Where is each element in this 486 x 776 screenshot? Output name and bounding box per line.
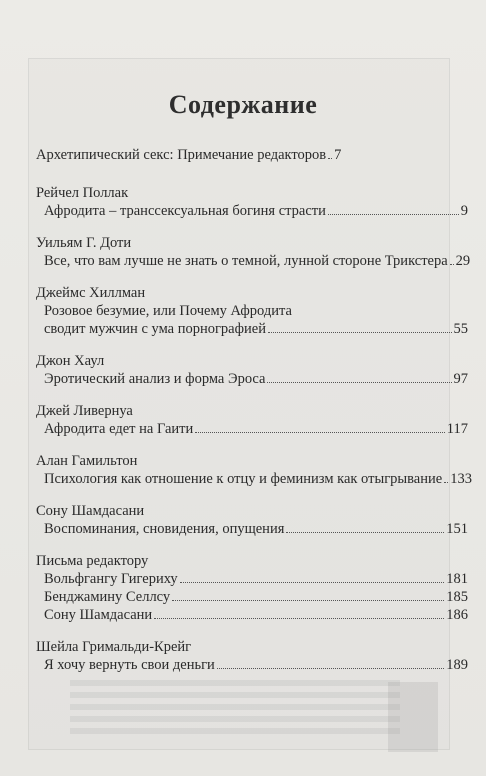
leader-dots	[154, 618, 444, 619]
toc-entry[interactable]	[36, 420, 468, 438]
bleed-through-text-block	[70, 680, 400, 740]
toc-author: Письма редактору	[36, 553, 149, 569]
toc-entry[interactable]	[36, 588, 468, 606]
toc-author: Сону Шамдасани	[36, 503, 145, 519]
toc-entry-title: сводит мужчин с ума порнографией	[44, 321, 266, 337]
leader-dots	[217, 668, 444, 669]
toc-page-number: 97	[453, 371, 468, 387]
toc-page-number: 117	[446, 421, 468, 437]
toc-page-number: 189	[446, 657, 468, 673]
toc-page-number: 181	[446, 571, 468, 587]
toc-author: Джей Ливернуа	[36, 403, 133, 419]
toc-entry[interactable]	[36, 320, 468, 338]
leader-dots	[328, 158, 332, 159]
toc-entry[interactable]	[36, 470, 472, 488]
toc-page-number: 151	[446, 521, 468, 537]
toc-entry[interactable]	[36, 520, 468, 538]
toc-author: Алан Гамильтон	[36, 453, 138, 469]
toc-entry[interactable]	[36, 656, 468, 674]
leader-dots	[268, 332, 452, 333]
toc-entry[interactable]	[36, 146, 341, 164]
leader-dots	[444, 482, 448, 483]
toc-entry-title-line: Розовое безумие, или Почему Афродита	[44, 303, 292, 319]
toc-author: Шейла Гримальди-Крейг	[36, 639, 192, 655]
leader-dots	[328, 214, 459, 215]
toc-entry[interactable]	[36, 570, 468, 588]
toc-entry-title: Сону Шамдасани	[44, 607, 153, 623]
toc-author: Джон Хаул	[36, 353, 105, 369]
toc-entry-title: Эротический анализ и форма Эроса	[44, 371, 266, 387]
toc-entry-title: Вольфгангу Гигериху	[44, 571, 178, 587]
leader-dots	[450, 264, 454, 265]
toc-entry-title: Психология как отношение к отцу и феминизм как отыгрывание	[44, 471, 443, 487]
toc-entry-title: Все, что вам лучше не знать о темной, лунной стороне Трикстера	[44, 253, 448, 269]
leader-dots	[172, 600, 444, 601]
toc-page-number: 133	[450, 471, 472, 487]
toc-entry[interactable]	[36, 252, 471, 270]
page-title: Содержание	[168, 90, 318, 119]
toc-page-number: 186	[446, 607, 468, 623]
toc-entry-title: Архетипический секс: Примечание редакторов	[36, 147, 327, 163]
toc-entry-title: Афродита едет на Гаити	[44, 421, 194, 437]
toc-page-number: 29	[455, 253, 471, 269]
toc-author: Рейчел Поллак	[36, 185, 129, 201]
toc-page-number: 55	[453, 321, 468, 337]
toc-page-number: 9	[460, 203, 468, 219]
leader-dots	[286, 532, 444, 533]
toc-author: Уильям Г. Доти	[36, 235, 132, 251]
toc-page-number: 7	[334, 147, 342, 163]
leader-dots	[267, 382, 451, 383]
toc-page-number: 185	[446, 589, 468, 605]
toc-author: Джеймс Хиллман	[36, 285, 146, 301]
toc-entry[interactable]	[36, 202, 468, 220]
toc-entry-title: Воспоминания, сновидения, опущения	[44, 521, 285, 537]
toc-entry-title: Я хочу вернуть свои деньги	[44, 657, 215, 673]
toc-entry[interactable]	[36, 606, 468, 624]
bleed-through-logo	[388, 682, 438, 752]
toc-entry-title: Бенджамину Селлсу	[44, 589, 171, 605]
toc-entry-title: Афродита – транссексуальная богиня страсти	[44, 203, 326, 219]
leader-dots	[180, 582, 445, 583]
leader-dots	[195, 432, 445, 433]
toc-entry[interactable]	[36, 370, 468, 388]
